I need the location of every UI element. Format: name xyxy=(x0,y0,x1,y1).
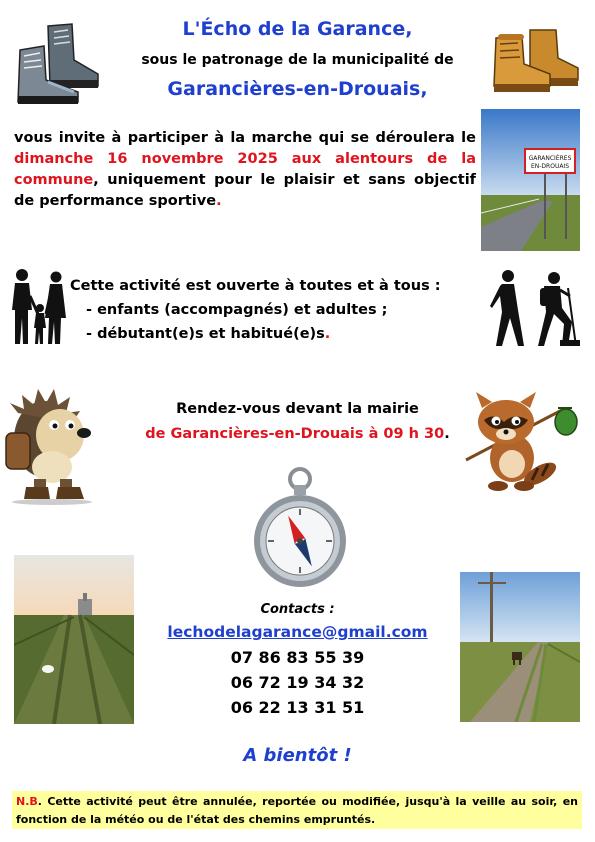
hedgehog-hiker-illustration xyxy=(4,383,100,505)
activity-line-3-period: . xyxy=(324,326,331,342)
contacts-label: Contacts : xyxy=(260,602,335,617)
contacts-block xyxy=(160,602,435,720)
hiking-boots-illustration xyxy=(14,20,100,106)
intro-text-end: , uniquement pour le plaisir et sans objectif de performance sportive xyxy=(14,172,476,209)
flyer-title: L'Écho de la Garance, xyxy=(182,18,413,40)
contact-phone-3[interactable]: 06 22 13 31 51 xyxy=(230,698,365,717)
compass-icon xyxy=(252,463,348,589)
meeting-line-2 xyxy=(100,422,495,447)
leather-boots-illustration xyxy=(490,24,580,94)
sign-line-2: EN-DROUAIS xyxy=(530,163,570,170)
walk-date-highlight: dimanche 16 novembre 2025 aux alentours de la commune xyxy=(14,151,476,188)
note-label: N.B xyxy=(16,795,38,808)
dirt-road-photo xyxy=(460,572,580,722)
field-path-photo xyxy=(14,555,134,724)
hikers-silhouette-icon xyxy=(488,268,584,350)
meeting-point xyxy=(100,397,495,447)
town-name: Garancières-en-Drouais, xyxy=(167,78,428,100)
activity-line-3-text: - débutant(e)s et habitué(e)s xyxy=(86,326,325,342)
closing-greeting: A bientôt ! xyxy=(243,745,352,766)
contact-email-link[interactable]: lechodelagarance@gmail.com xyxy=(167,623,428,641)
meeting-line-1: Rendez-vous devant la mairie xyxy=(176,401,419,417)
note-text: . Cette activité peut être annulée, reportée ou modifiée, jusqu'à la veille au soir, en fonction de la météo ou de l'état des chemins empruntés. xyxy=(16,795,578,826)
contact-phone-2[interactable]: 06 72 19 34 32 xyxy=(230,673,365,692)
activity-line-2: - enfants (accompagnés) et adultes ; xyxy=(86,302,388,318)
activity-line-3 xyxy=(70,322,441,346)
raccoon-hiker-illustration xyxy=(462,388,582,498)
sign-line-1: GARANCIÈRES xyxy=(528,155,572,162)
contact-phone-1[interactable]: 07 86 83 55 39 xyxy=(230,648,365,667)
intro-period: . xyxy=(216,193,222,209)
activity-line-1: Cette activité est ouverte à toutes et à tous : xyxy=(70,278,441,294)
invitation-paragraph xyxy=(14,128,476,212)
patronage-line: sous le patronage de la municipalité de xyxy=(141,52,454,68)
intro-text: vous invite à participer à la marche qui se déroulera le xyxy=(14,130,476,146)
road-sign-photo xyxy=(481,109,580,251)
meeting-period: . xyxy=(444,426,450,442)
family-silhouette-icon xyxy=(8,266,70,346)
note-banner xyxy=(12,791,582,829)
activity-description xyxy=(70,274,441,346)
meeting-place-time: de Garancières-en-Drouais à 09 h 30 xyxy=(145,426,445,442)
